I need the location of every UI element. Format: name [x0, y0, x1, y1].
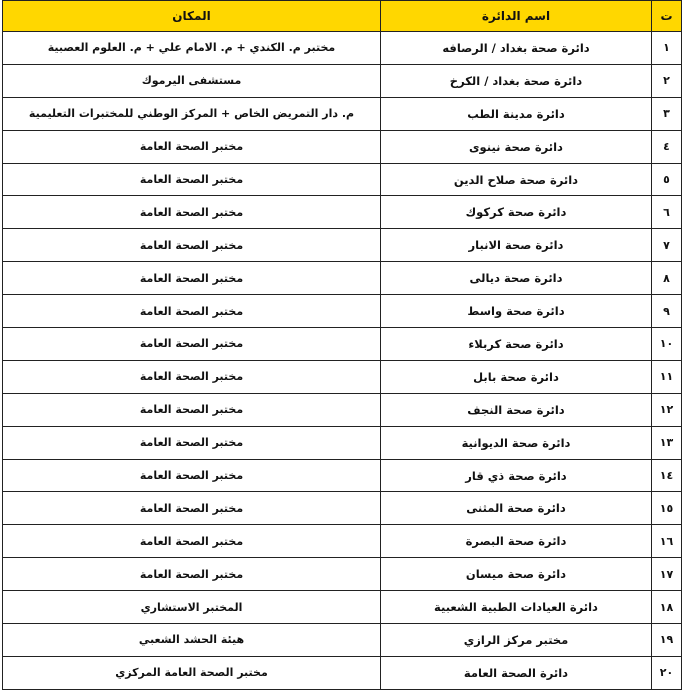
department-name: دائرة صحة الديوانية	[381, 426, 652, 459]
department-name: دائرة الصحة العامة	[381, 656, 652, 689]
table-row	[3, 591, 682, 624]
table-row	[3, 295, 682, 328]
department-name: دائرة صحة بغداد / الرصافه	[381, 32, 652, 65]
lab-place: مختبر الصحة العامة	[3, 558, 381, 591]
table-row	[3, 656, 682, 689]
table-row	[3, 624, 682, 657]
department-name: دائرة مدينة الطب	[381, 97, 652, 130]
table-row	[3, 229, 682, 262]
header-name: اسم الدائرة	[381, 1, 652, 32]
lab-place: المختبر الاستشاري	[3, 591, 381, 624]
table-row	[3, 459, 682, 492]
table-row	[3, 360, 682, 393]
table-row	[3, 393, 682, 426]
table-row	[3, 64, 682, 97]
lab-place: مختبر الصحة العامة	[3, 295, 381, 328]
labs-table	[2, 0, 682, 690]
row-number: ٤	[652, 130, 682, 163]
row-number: ١٤	[652, 459, 682, 492]
table-row	[3, 32, 682, 65]
row-number: ٧	[652, 229, 682, 262]
header-place: المكان	[3, 1, 381, 32]
table-row	[3, 130, 682, 163]
lab-place: مختبر الصحة العامة	[3, 525, 381, 558]
table-row	[3, 163, 682, 196]
department-name: دائرة صحة الانبار	[381, 229, 652, 262]
table-row	[3, 196, 682, 229]
lab-place: مختبر الصحة العامة	[3, 262, 381, 295]
department-name: دائرة صحة واسط	[381, 295, 652, 328]
lab-place: مختبر الصحة العامة	[3, 229, 381, 262]
department-name: دائرة صحة نينوى	[381, 130, 652, 163]
lab-place: مختبر الصحة العامة	[3, 360, 381, 393]
table-row	[3, 558, 682, 591]
row-number: ٥	[652, 163, 682, 196]
department-name: دائرة صحة ذي قار	[381, 459, 652, 492]
lab-place: مختبر الصحة العامة	[3, 426, 381, 459]
row-number: ٨	[652, 262, 682, 295]
lab-place: هيئة الحشد الشعبي	[3, 624, 381, 657]
lab-place: مختبر الصحة العامة المركزي	[3, 656, 381, 689]
lab-place: مستشفى اليرموك	[3, 64, 381, 97]
table-row	[3, 492, 682, 525]
lab-place: مختبر م. الكندي + م. الامام علي + م. العلوم العصبية	[3, 32, 381, 65]
department-name: دائرة صحة صلاح الدين	[381, 163, 652, 196]
row-number: ١٠	[652, 328, 682, 361]
row-number: ١٧	[652, 558, 682, 591]
row-number: ١٩	[652, 624, 682, 657]
lab-place: مختبر الصحة العامة	[3, 393, 381, 426]
department-name: دائرة صحة ميسان	[381, 558, 652, 591]
department-name: دائرة العيادات الطبية الشعبية	[381, 591, 652, 624]
lab-place: مختبر الصحة العامة	[3, 130, 381, 163]
row-number: ٣	[652, 97, 682, 130]
lab-place: مختبر الصحة العامة	[3, 328, 381, 361]
table-row	[3, 97, 682, 130]
department-name: مختبر مركز الرازي	[381, 624, 652, 657]
lab-place: مختبر الصحة العامة	[3, 163, 381, 196]
department-name: دائرة صحة كركوك	[381, 196, 652, 229]
lab-place: مختبر الصحة العامة	[3, 196, 381, 229]
row-number: ١	[652, 32, 682, 65]
row-number: ١٥	[652, 492, 682, 525]
department-name: دائرة صحة كربلاء	[381, 328, 652, 361]
department-name: دائرة صحة النجف	[381, 393, 652, 426]
row-number: ١٦	[652, 525, 682, 558]
header-num: ت	[652, 1, 682, 32]
table-row	[3, 426, 682, 459]
lab-place: م. دار التمريض الخاص + المركز الوطني للمختبرات التعليمية	[3, 97, 381, 130]
header-row	[3, 1, 682, 32]
lab-place: مختبر الصحة العامة	[3, 459, 381, 492]
row-number: ٢٠	[652, 656, 682, 689]
row-number: ١٣	[652, 426, 682, 459]
table-row	[3, 525, 682, 558]
department-name: دائرة صحة بابل	[381, 360, 652, 393]
department-name: دائرة صحة المثنى	[381, 492, 652, 525]
table-row	[3, 262, 682, 295]
department-name: دائرة صحة البصرة	[381, 525, 652, 558]
department-name: دائرة صحة بغداد / الكرخ	[381, 64, 652, 97]
row-number: ٢	[652, 64, 682, 97]
row-number: ٩	[652, 295, 682, 328]
document-page	[2, 0, 681, 689]
table-body	[3, 32, 682, 690]
row-number: ٦	[652, 196, 682, 229]
table-row	[3, 328, 682, 361]
row-number: ١٨	[652, 591, 682, 624]
department-name: دائرة صحة ديالى	[381, 262, 652, 295]
row-number: ١٢	[652, 393, 682, 426]
lab-place: مختبر الصحة العامة	[3, 492, 381, 525]
row-number: ١١	[652, 360, 682, 393]
